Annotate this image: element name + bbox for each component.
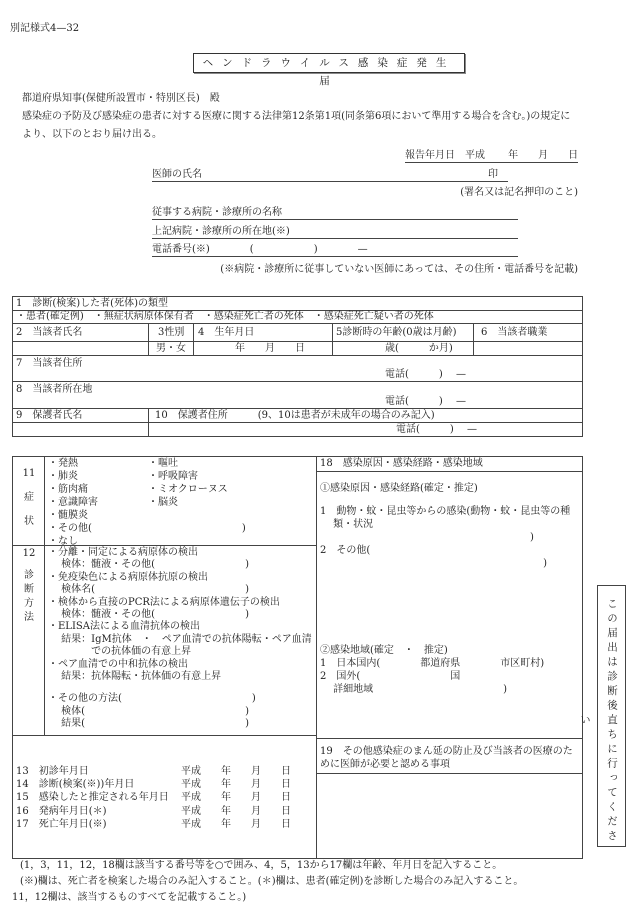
method-line: 検体( ) [48, 705, 249, 717]
date-labels [16, 765, 169, 831]
method-line: での抗体価の有意上昇 [48, 646, 192, 658]
date-field[interactable]: 平成 年 月 日 [181, 792, 291, 804]
doctor-name-field[interactable] [152, 168, 508, 182]
route-line: 類・状況 [320, 519, 374, 530]
symptom: ・発熱 [48, 458, 78, 469]
seal-label: 印 [488, 169, 498, 180]
symptom: ・その他( ) [48, 523, 246, 534]
symptom: ・筋肉痛 [48, 484, 88, 495]
form-number: 別記様式4—32 [10, 23, 80, 34]
symptom: ・ミオクローヌス [148, 484, 228, 495]
sex-options[interactable]: 男・女 [156, 343, 186, 354]
route-line: 2 その他( [320, 545, 371, 556]
symptom: ・嘔吐 [148, 458, 178, 469]
date-label: 16 発病年月日(＊) [16, 805, 107, 817]
addressee: 都道府県知事(保健所設置市・特別区長) 殿 [22, 93, 220, 104]
doctor-name-label: 医師の氏名 [152, 169, 202, 180]
date-field[interactable]: 平成 年 月 日 [181, 766, 291, 777]
birthdate-field[interactable]: 年 月 日 [235, 343, 305, 354]
method-line: ・検体から直接のPCR法による病原体遺伝子の検出 [48, 596, 280, 608]
method-line: ・ELISA法による血清抗体の検出 [48, 621, 200, 633]
date-field[interactable]: 平成 年 月 日 [181, 779, 291, 791]
method-line: 結果：抗体陽転・抗体価の有意上昇 [48, 671, 222, 683]
infection-area[interactable] [320, 644, 544, 696]
name-label: 2 当該者氏名 [16, 327, 83, 338]
area-line: 1 日本国内( 都道府県 市区町村) [320, 658, 545, 669]
date-values[interactable] [181, 765, 291, 831]
date-label: 14 診断(検案(※))年月日 [16, 779, 135, 791]
guardian-name-label: 9 保護者氏名 [16, 410, 83, 421]
method-line: ・分離・同定による病原体の検出 [48, 547, 198, 558]
occupation-label: 6 当該者職業 [481, 327, 548, 338]
method-line: ・免疫染色による病原体抗原の検出 [48, 571, 208, 583]
area-line: 詳細地域 ) [320, 684, 508, 695]
area-line: 2 国外( 国 [320, 671, 461, 682]
date-field[interactable]: 平成 年 月 日 [181, 818, 291, 830]
phone-field[interactable]: 電話番号(※) ( ) — [152, 243, 518, 257]
method-line: 検体：髄液・その他( ) [48, 559, 249, 571]
age-field[interactable]: 歳( か月) [385, 343, 453, 354]
phone-note: (※病院・診療所に従事していない医師にあっては、その住所・電話番号を記載) [220, 264, 578, 275]
date-label: 15 感染したと推定される年月日 [16, 792, 169, 804]
hospital-name-field[interactable]: 従事する病院・診療所の名称 [152, 206, 518, 220]
method-line: 結果( ) [48, 718, 249, 730]
guardian-phone[interactable]: 電話( ) — [396, 424, 477, 435]
method-line: ・その他の方法( ) [48, 693, 256, 705]
symptom: ・髄膜炎 [48, 510, 88, 521]
report-date-field[interactable]: 報告年月日 平成 年 月 日 [405, 150, 579, 161]
symptoms-right[interactable] [148, 457, 228, 509]
address-label: 7 当該者住所 [16, 358, 83, 369]
symptom: ・脳炎 [148, 497, 178, 508]
intro-line-2: より、以下のとおり届け出る。 [22, 129, 162, 140]
side-note: この届出は診断後直ちに行ってください [597, 585, 626, 847]
diagnosis-methods[interactable] [48, 547, 312, 731]
date-field[interactable]: 平成 年 月 日 [181, 805, 291, 817]
symptom: ・なし [48, 536, 78, 547]
date-label: 17 死亡年月日(※) [16, 818, 107, 830]
type-options[interactable]: ・患者(確定例) ・無症状病原体保有者 ・感染症死亡者の死体 ・感染症死亡疑い者の死体 [16, 311, 434, 322]
form-title: ヘンドラウイルス感染症発生届 [193, 53, 465, 73]
footnote-1: (1，3，11，12，18欄は該当する番号等を○で囲み、4，5，13から17欄は年齢、年月日を記入すること。 [20, 860, 503, 871]
method-line: 検体名( ) [48, 584, 249, 596]
route-line: ①感染原因・感染経路(確定・推定) [320, 483, 478, 494]
sign-note: (署名又は記名押印のこと) [460, 187, 578, 198]
symptoms-label: 11 症 状 [22, 468, 36, 527]
age-label: 5診断時の年齢(0歳は月齢) [336, 327, 457, 338]
infection-route[interactable] [320, 482, 570, 570]
location-label: 8 当該者所在地 [16, 384, 93, 395]
method-line: ・ペア血清での中和抗体の検出 [48, 658, 188, 670]
location-phone[interactable]: 電話( ) — [385, 396, 466, 407]
route-line: ) [320, 558, 548, 569]
footnote-3: 11，12欄は、該当するものすべてを記載すること。) [12, 892, 247, 903]
symptom: ・呼吸障害 [148, 471, 198, 482]
route-line: ) [320, 532, 534, 543]
method-line: 結果：IgM抗体 ・ ペア血清での抗体陽転・ペア血清 [48, 633, 312, 645]
symptom: ・肺炎 [48, 471, 78, 482]
symptom: ・意識障害 [48, 497, 98, 508]
footnote-2: (※)欄は、死亡者を検案した場合のみ記入すること。(＊)欄は、患者(確定例)を診断した場合のみ記入すること。 [20, 876, 524, 887]
method-line [48, 683, 312, 693]
birthdate-label: 4 生年月日 [198, 327, 255, 338]
route-line: 1 動物・蚊・昆虫等からの感染(動物・蚊・昆虫等の種 [320, 506, 571, 517]
route-line [320, 495, 570, 505]
method-label: 12 診 断 方 法 [22, 548, 36, 623]
date-label: 13 初診年月日 [16, 766, 89, 777]
hospital-address-field[interactable]: 上記病院・診療所の所在地(※) [152, 225, 518, 239]
method-line: 検体：髄液・その他( ) [48, 609, 249, 621]
infection-section-label: 18 感染原因・感染経路・感染地域 [320, 458, 483, 469]
sex-label: 3性別 [158, 327, 185, 338]
area-line: ②感染地域(確定 ・ 推定) [320, 645, 448, 656]
other-matters-label: 19 その他感染症のまん延の防止及び当該者の医療のた めに医師が必要と認める事項 [320, 746, 573, 770]
type-label: 1 診断(検案)した者(死体)の類型 [16, 298, 168, 309]
intro-line-1: 感染症の予防及び感染症の患者に対する医療に関する法律第12条第1項(同条第6項において準用する場合を含む。)の規定に [22, 111, 571, 122]
guardian-address-label: 10 保護者住所 (9、10は患者が未成年の場合のみ記入) [155, 410, 435, 421]
address-phone[interactable]: 電話( ) — [385, 369, 466, 380]
